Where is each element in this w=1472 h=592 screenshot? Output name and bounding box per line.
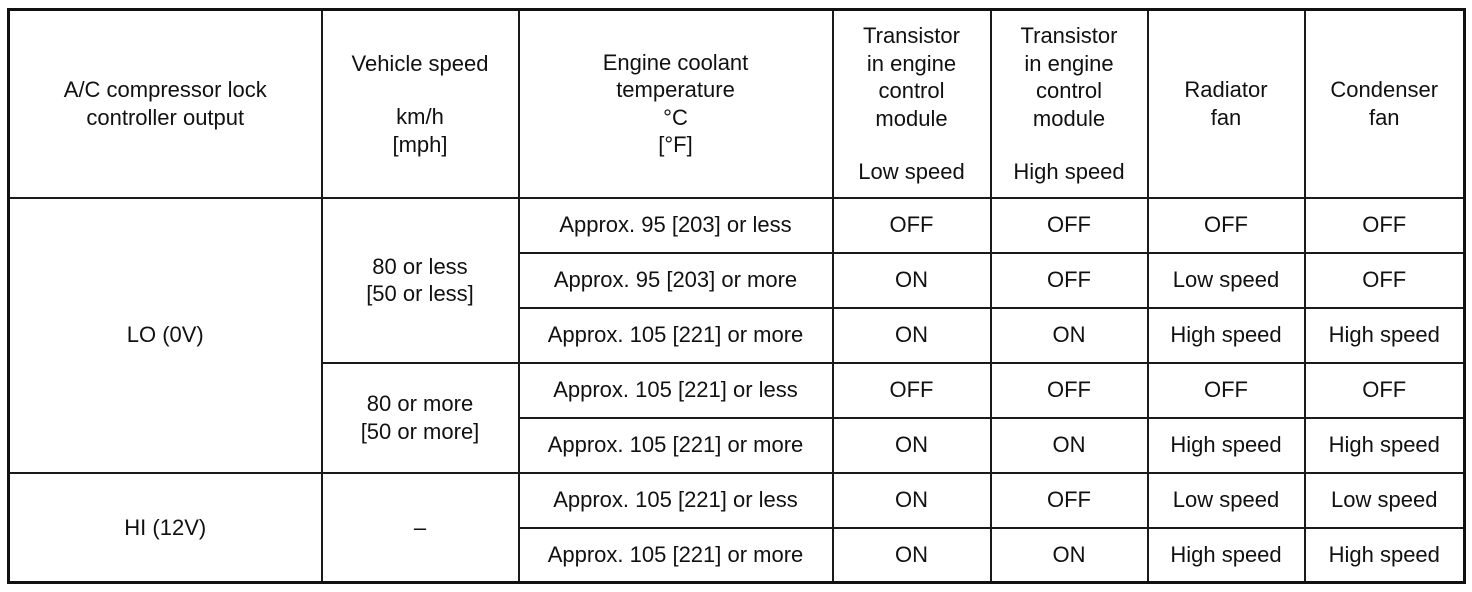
table-row — [9, 473, 1465, 528]
header-compressor-output-line: A/C compressor lock — [63, 77, 267, 103]
header-vehicle-speed-unit: [mph] — [392, 131, 448, 157]
speed-low-line: [50 or less] — [366, 281, 474, 306]
radiator-fan-cell: OFF — [1148, 198, 1305, 253]
transistor-low-cell: ON — [833, 528, 991, 583]
speed-high-line: 80 or more — [366, 391, 474, 416]
transistor-high-cell: OFF — [991, 253, 1148, 308]
radiator-fan-cell: High speed — [1148, 418, 1305, 473]
header-transistor-high-title: control — [1035, 78, 1103, 103]
transistor-low-cell: OFF — [833, 363, 991, 418]
header-transistor-low-title: in engine — [866, 50, 957, 76]
transistor-high-cell: ON — [991, 308, 1148, 363]
header-transistor-low-title: module — [875, 105, 948, 131]
fan-control-table — [7, 8, 1466, 584]
header-transistor-high-title: module — [1032, 105, 1106, 131]
header-vehicle-speed-unit: km/h — [396, 104, 444, 129]
header-transistor-low — [833, 10, 991, 198]
transistor-low-cell: ON — [833, 418, 991, 473]
condenser-fan-cell: OFF — [1305, 363, 1465, 418]
radiator-fan-cell: OFF — [1148, 363, 1305, 418]
header-transistor-high — [991, 10, 1148, 198]
header-radiator-fan-line: Radiator — [1184, 77, 1268, 103]
condenser-fan-cell: Low speed — [1305, 473, 1465, 528]
condenser-fan-cell: OFF — [1305, 198, 1465, 253]
speed-high-line: [50 or more] — [360, 418, 480, 444]
header-row — [9, 10, 1465, 198]
header-radiator-fan — [1148, 10, 1305, 198]
header-transistor-low-title: control — [878, 78, 945, 103]
header-coolant-temperature-unit: [°F] — [658, 132, 693, 158]
header-coolant-temperature-title: Engine coolant — [602, 49, 749, 75]
header-condenser-fan — [1305, 10, 1465, 198]
header-vehicle-speed — [322, 10, 519, 198]
radiator-fan-cell: High speed — [1148, 528, 1305, 583]
header-transistor-low-title: Transistor — [863, 23, 960, 48]
temp-cell: Approx. 105 [221] or more — [519, 528, 833, 583]
speed-low-cell — [322, 198, 519, 363]
radiator-fan-cell: Low speed — [1148, 473, 1305, 528]
transistor-high-cell: ON — [991, 528, 1148, 583]
speed-any-cell: – — [322, 473, 519, 583]
header-transistor-high-title: Transistor — [1020, 23, 1118, 48]
speed-low-line: 80 or less — [372, 253, 468, 279]
header-vehicle-speed-title: Vehicle speed — [351, 50, 489, 76]
header-compressor-output-line: controller output — [86, 104, 245, 130]
transistor-low-cell: ON — [833, 253, 991, 308]
temp-cell: Approx. 105 [221] or more — [519, 418, 833, 473]
speed-high-cell — [322, 363, 519, 473]
header-compressor-output — [9, 10, 322, 198]
transistor-high-cell: OFF — [991, 363, 1148, 418]
condenser-fan-cell: High speed — [1305, 308, 1465, 363]
header-coolant-temperature-unit: °C — [663, 104, 688, 130]
output-lo-cell: LO (0V) — [9, 198, 322, 473]
transistor-high-cell: OFF — [991, 473, 1148, 528]
radiator-fan-cell: High speed — [1148, 308, 1305, 363]
transistor-low-cell: ON — [833, 308, 991, 363]
transistor-low-cell: ON — [833, 473, 991, 528]
header-condenser-fan-line: Condenser — [1330, 77, 1439, 103]
header-condenser-fan-line: fan — [1368, 104, 1400, 130]
temp-cell: Approx. 95 [203] or less — [519, 198, 833, 253]
temp-cell: Approx. 105 [221] or less — [519, 363, 833, 418]
transistor-high-cell: OFF — [991, 198, 1148, 253]
header-transistor-high-sub: High speed — [1013, 159, 1125, 184]
table-row — [9, 198, 1465, 253]
transistor-low-cell: OFF — [833, 198, 991, 253]
temp-cell: Approx. 95 [203] or more — [519, 253, 833, 308]
temp-cell: Approx. 105 [221] or more — [519, 308, 833, 363]
transistor-high-cell: ON — [991, 418, 1148, 473]
radiator-fan-cell: Low speed — [1148, 253, 1305, 308]
header-transistor-low-sub: Low speed — [858, 159, 965, 184]
temp-cell: Approx. 105 [221] or less — [519, 473, 833, 528]
header-coolant-temperature-title: temperature — [616, 77, 735, 103]
condenser-fan-cell: High speed — [1305, 418, 1465, 473]
condenser-fan-cell: OFF — [1305, 253, 1465, 308]
header-radiator-fan-line: fan — [1210, 104, 1242, 130]
output-hi-cell: HI (12V) — [9, 473, 322, 583]
header-transistor-high-title: in engine — [1024, 50, 1114, 76]
header-coolant-temperature — [519, 10, 833, 198]
condenser-fan-cell: High speed — [1305, 528, 1465, 583]
